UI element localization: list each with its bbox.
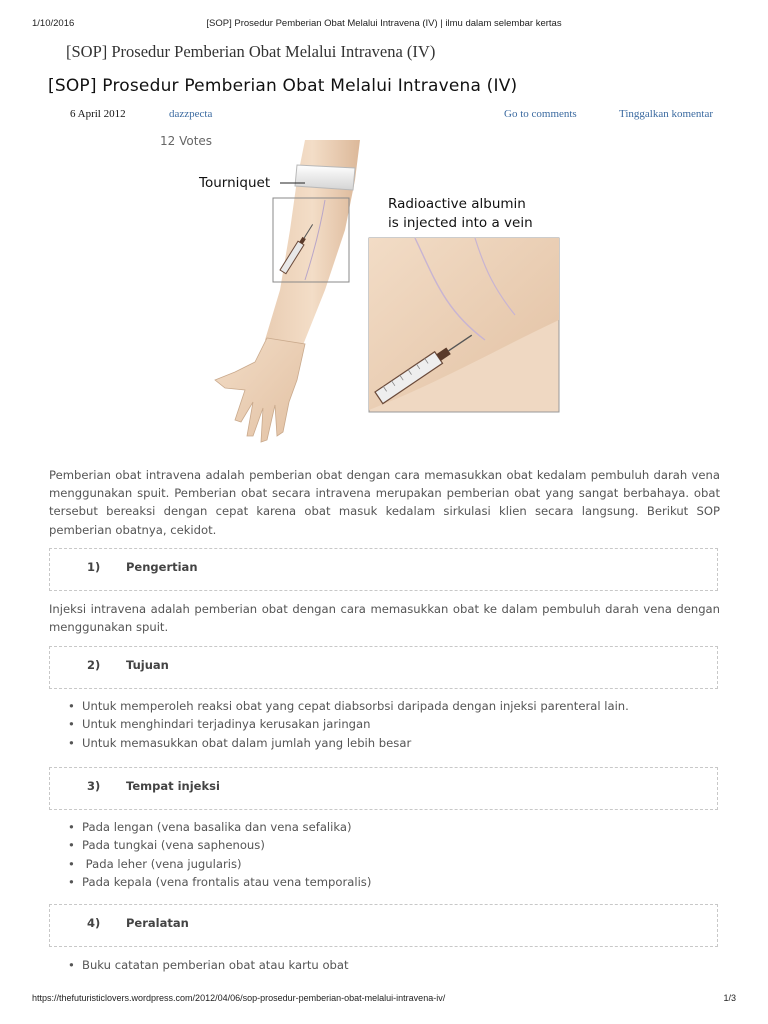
section-heading-tempat-injeksi xyxy=(49,767,718,810)
tourniquet-label: Tourniquet xyxy=(199,175,271,191)
list-item: • Pada lengan (vena basalika dan vena sefalika) xyxy=(68,818,371,836)
tujuan-list xyxy=(68,697,629,752)
peralatan-list xyxy=(68,956,349,974)
section-number: 1) xyxy=(87,560,101,574)
leave-comment-link[interactable]: Tinggalkan komentar xyxy=(619,108,713,120)
author-link[interactable]: dazzpecta xyxy=(169,108,213,120)
section-title: Peralatan xyxy=(126,916,189,930)
radioactive-label-line1: Radioactive albumin xyxy=(388,196,526,212)
post-date: 6 April 2012 xyxy=(70,108,126,120)
bullet-icon: • xyxy=(68,874,75,889)
list-item: • Pada tungkai (vena saphenous) xyxy=(68,836,371,854)
section-heading-peralatan xyxy=(49,904,718,947)
section-number: 2) xyxy=(87,658,101,672)
section-number: 3) xyxy=(87,779,101,793)
bullet-icon: • xyxy=(68,699,75,713)
page-number: 1/3 xyxy=(723,993,736,1003)
section-title: Tempat injeksi xyxy=(126,779,220,793)
bullet-icon: • xyxy=(68,958,75,972)
post-meta xyxy=(0,108,768,122)
post-title: [SOP] Prosedur Pemberian Obat Melalui Intravena (IV) xyxy=(48,76,518,96)
print-page-title: [SOP] Prosedur Pemberian Obat Melalui Intravena (IV) | ilmu dalam selembar kertas xyxy=(206,18,562,29)
list-item: • Pada leher (vena jugularis) xyxy=(68,855,371,873)
intro-paragraph: Pemberian obat intravena adalah pemberian obat dengan cara memasukkan obat kedalam pembuluh darah vena menggunakan spuit. Pemberian obat secara intravena merupakan pemberian obat yang sangat berbahaya. obat tersebut bereaksi dengan cepat karena obat masuk kedalam sirkulasi klien secara langsung. Berikut SOP pemberian obatnya, cekidot. xyxy=(49,468,720,537)
bullet-icon: • xyxy=(68,735,75,750)
bullet-icon: • xyxy=(68,838,75,853)
section-title: Tujuan xyxy=(126,658,169,672)
section-heading-pengertian xyxy=(49,548,718,591)
pengertian-paragraph: Injeksi intravena adalah pemberian obat dengan cara memasukkan obat ke dalam pembuluh darah vena dengan menggunakan spuit. xyxy=(49,602,720,635)
section-number: 4) xyxy=(87,916,101,930)
bullet-icon: • xyxy=(68,856,75,871)
section-title: Pengertian xyxy=(126,560,198,574)
list-item: • Untuk menghindari terjadinya kerusakan jaringan xyxy=(68,715,629,733)
bullet-icon: • xyxy=(68,820,75,834)
list-item: • Buku catatan pemberian obat atau kartu obat xyxy=(68,956,349,974)
page-url[interactable]: https://thefuturisticlovers.wordpress.com/2012/04/06/sop-prosedur-pemberian-obat-melalui-intravena-iv/ xyxy=(32,993,446,1003)
print-header xyxy=(32,18,736,32)
site-title[interactable]: [SOP] Prosedur Pemberian Obat Melalui Intravena (IV) xyxy=(66,42,436,61)
print-footer xyxy=(32,993,736,1007)
go-to-comments-link[interactable]: Go to comments xyxy=(504,108,577,120)
section-heading-tujuan xyxy=(49,646,718,689)
print-date: 1/10/2016 xyxy=(32,18,75,29)
tempat-injeksi-list xyxy=(68,818,371,891)
list-item: • Pada kepala (vena frontalis atau vena temporalis) xyxy=(68,873,371,891)
votes-count: 12 Votes xyxy=(160,134,213,148)
list-item: • Untuk memasukkan obat dalam jumlah yang lebih besar xyxy=(68,734,629,752)
radioactive-label-line2: is injected into a vein xyxy=(388,215,533,231)
bullet-icon: • xyxy=(68,717,75,732)
list-item: • Untuk memperoleh reaksi obat yang cepat diabsorbsi daripada dengan injeksi parenteral lain. xyxy=(68,697,629,715)
